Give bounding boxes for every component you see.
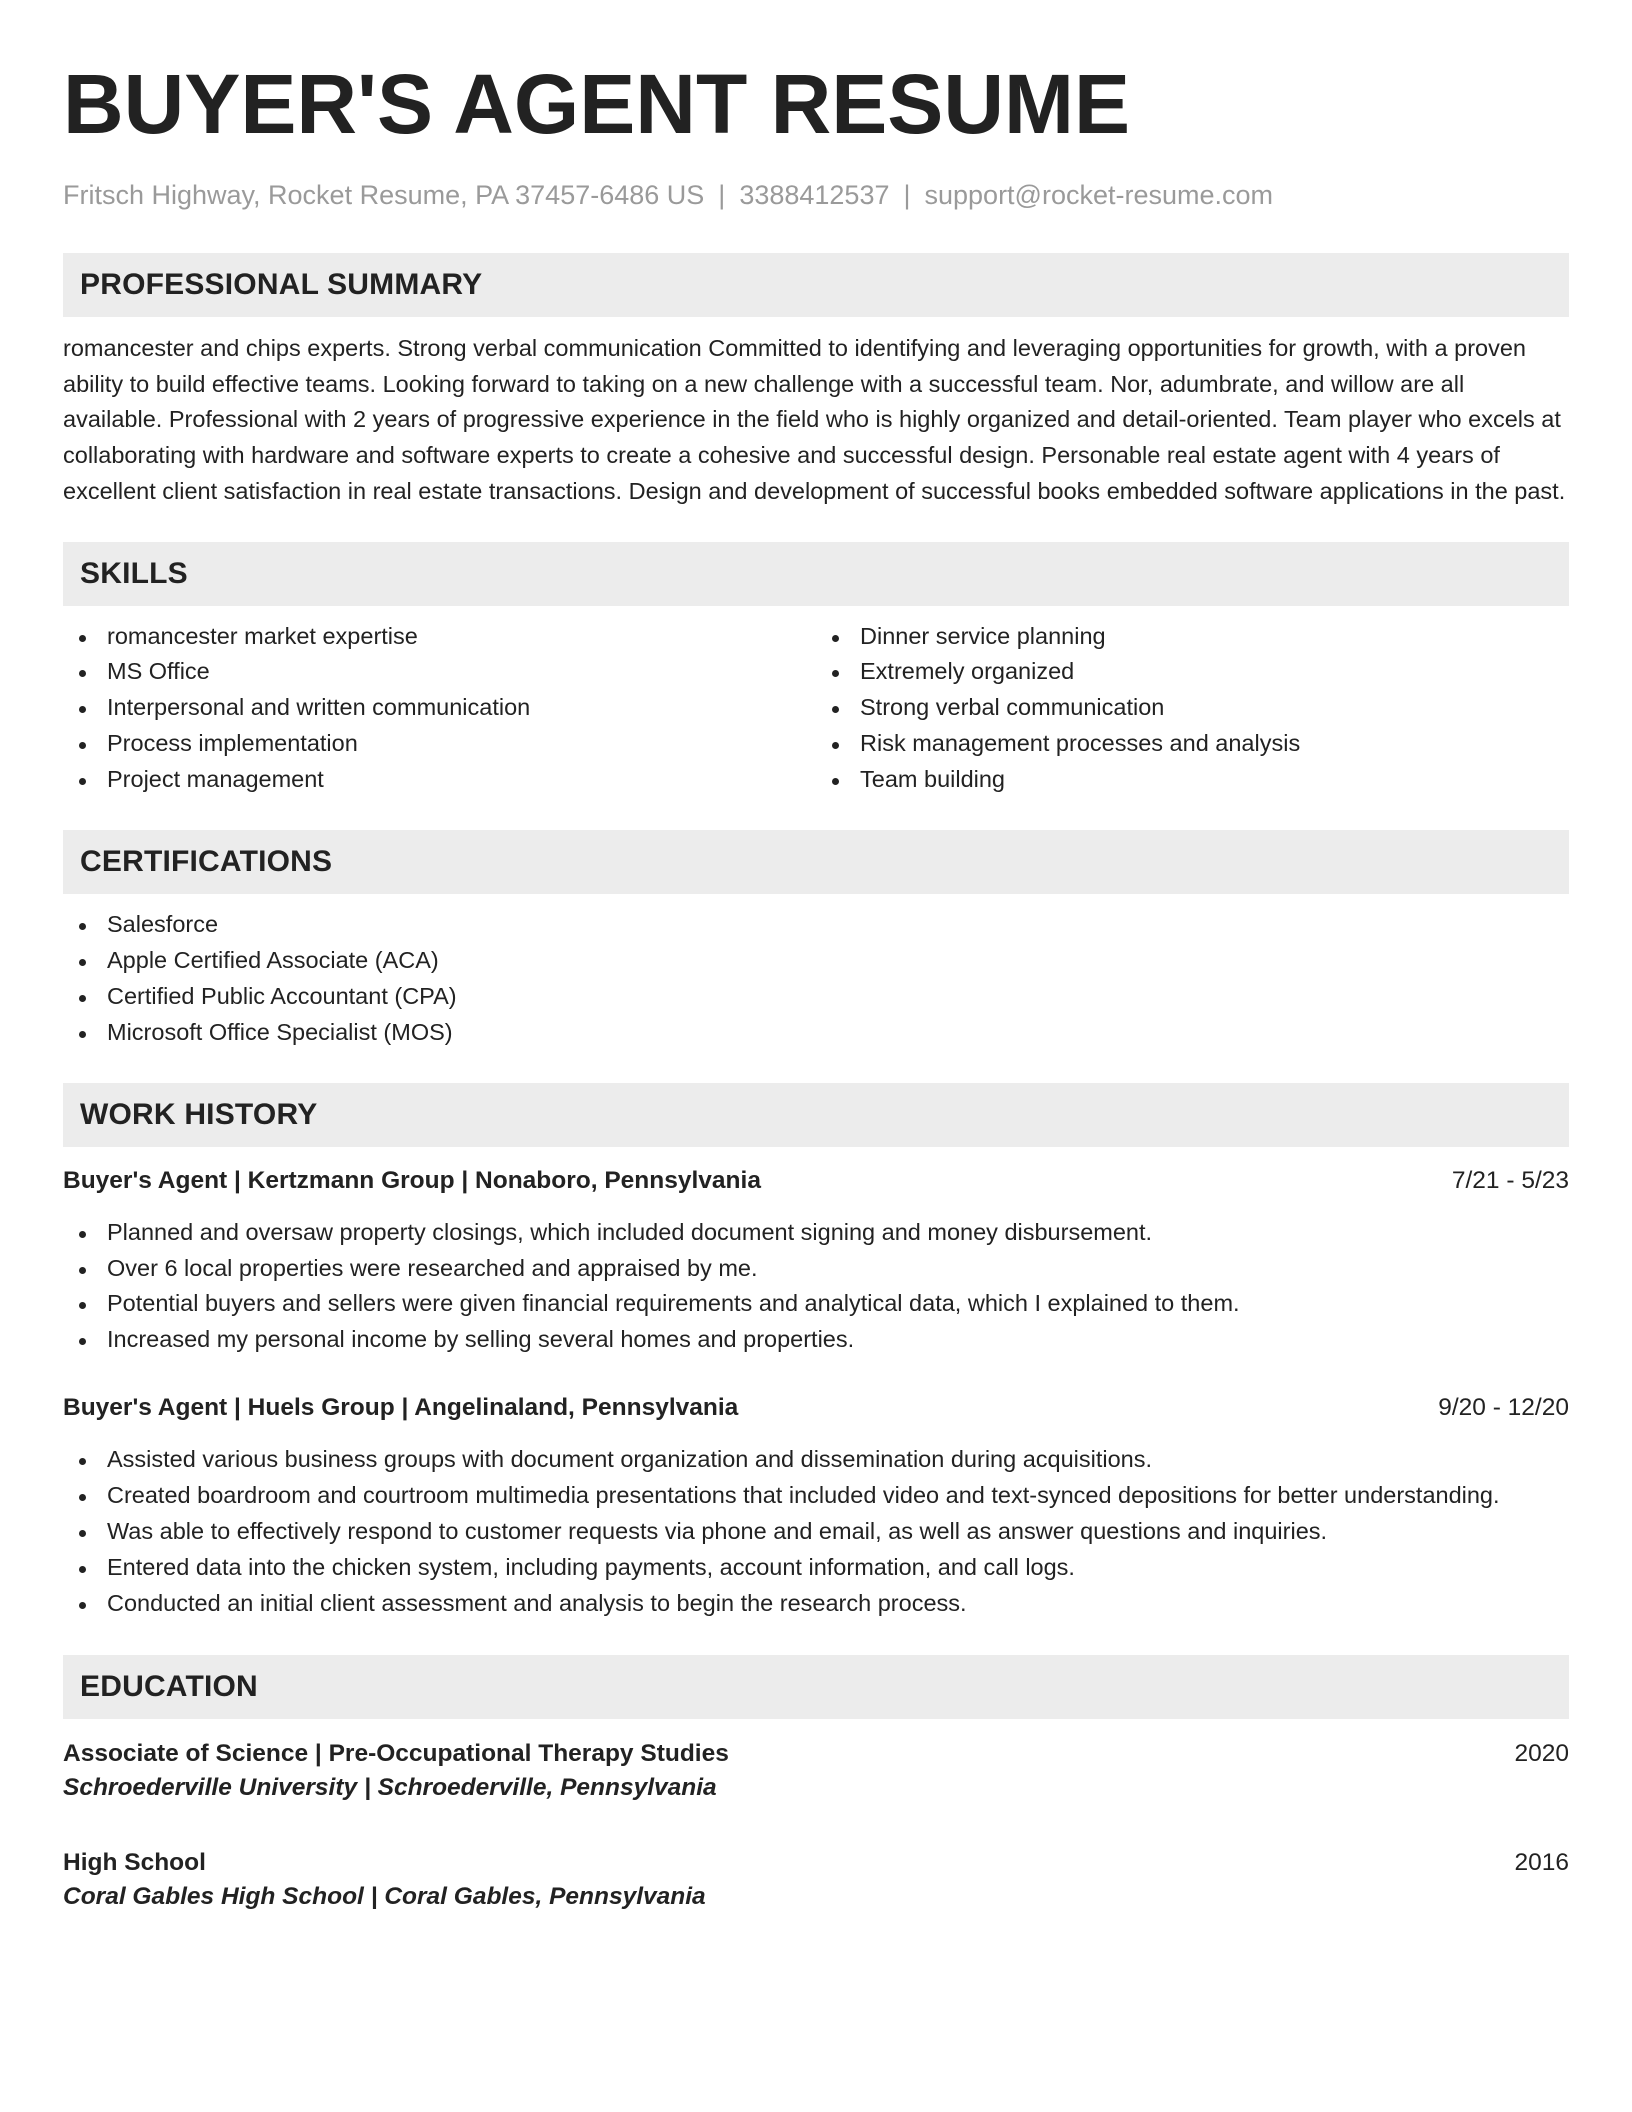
section-heading-summary: PROFESSIONAL SUMMARY — [63, 253, 1569, 317]
education-entry — [63, 1737, 1569, 1805]
certification-item: Apple Certified Associate (ACA) — [63, 943, 1569, 979]
job-bullet: Created boardroom and courtroom multimedia presentations that included video and text-synced depositions for better understanding. — [63, 1478, 1569, 1514]
education-degree: Associate of Science | Pre-Occupational Therapy Studies — [63, 1739, 729, 1767]
skill-item: MS Office — [63, 654, 816, 690]
education-school: Schroederville University | Schroederville, Pennsylvania — [63, 1773, 717, 1801]
job-dates: 9/20 - 12/20 — [1438, 1394, 1569, 1422]
skill-item: Project management — [63, 762, 816, 798]
job-bullets — [63, 1215, 1569, 1359]
skills-grid — [63, 619, 1569, 799]
education-degree: High School — [63, 1848, 206, 1876]
skill-item: romancester market expertise — [63, 619, 816, 655]
job-bullet: Increased my personal income by selling several homes and properties. — [63, 1322, 1569, 1358]
job-bullet: Over 6 local properties were researched and appraised by me. — [63, 1251, 1569, 1287]
job-bullet: Conducted an initial client assessment and analysis to begin the research process. — [63, 1586, 1569, 1622]
skills-column-left — [63, 619, 816, 799]
education-school: Coral Gables High School | Coral Gables, Pennsylvania — [63, 1882, 706, 1910]
contact-separator: | — [718, 180, 726, 210]
job-header — [63, 1391, 1569, 1425]
job-bullet: Entered data into the chicken system, including payments, account information, and call logs. — [63, 1550, 1569, 1586]
section-heading-certifications: CERTIFICATIONS — [63, 830, 1569, 894]
skill-item: Process implementation — [63, 726, 816, 762]
job-title: Buyer's Agent | Kertzmann Group | Nonaboro, Pennsylvania — [63, 1166, 761, 1194]
job-title: Buyer's Agent | Huels Group | Angelinaland, Pennsylvania — [63, 1394, 739, 1422]
contact-email: support@rocket-resume.com — [924, 180, 1274, 210]
certification-item: Certified Public Accountant (CPA) — [63, 979, 1569, 1015]
education-year: 2016 — [1514, 1848, 1569, 1876]
education-header — [63, 1846, 1569, 1880]
job-dates: 7/21 - 5/23 — [1451, 1166, 1569, 1194]
job-bullet: Planned and oversaw property closings, which included document signing and money disbursement. — [63, 1215, 1569, 1251]
certification-item: Microsoft Office Specialist (MOS) — [63, 1015, 1569, 1051]
skills-column-right — [816, 619, 1569, 799]
skill-item: Risk management processes and analysis — [816, 726, 1569, 762]
job-entry — [63, 1391, 1569, 1622]
skill-item: Strong verbal communication — [816, 690, 1569, 726]
certification-item: Salesforce — [63, 907, 1569, 943]
job-bullet: Assisted various business groups with document organization and dissemination during acquisitions. — [63, 1442, 1569, 1478]
summary-paragraph: romancester and chips experts. Strong verbal communication Committed to identifying and leveraging opportunities for growth, with a proven ability to build effective teams. Looking forward to taking on a new challenge with a successful team. Nor, adumbrate, and willow are all available. Professional with 2 years of progressive experience in the field who is highly organized and detail-oriented. Team player who excels at collaborating with hardware and software experts to create a cohesive and successful design. Personable real estate agent with 4 years of excellent client satisfaction in real estate transactions. Design and development of successful books embedded software applications in the past. — [63, 335, 1566, 504]
certifications-list — [63, 907, 1569, 1051]
skill-item: Team building — [816, 762, 1569, 798]
job-bullet: Was able to effectively respond to customer requests via phone and email, as well as answer questions and inquiries. — [63, 1514, 1569, 1550]
skills-list-right — [816, 619, 1569, 799]
skill-item: Interpersonal and written communication — [63, 690, 816, 726]
job-bullets — [63, 1442, 1569, 1622]
contact-phone: 3388412537 — [739, 180, 890, 210]
contact-line — [63, 178, 1569, 212]
contact-separator: | — [903, 180, 911, 210]
contact-address: Fritsch Highway, Rocket Resume, PA 37457-6486 US — [63, 180, 705, 210]
section-heading-education: EDUCATION — [63, 1655, 1569, 1719]
section-heading-skills: SKILLS — [63, 542, 1569, 606]
job-entry — [63, 1164, 1569, 1359]
section-heading-work-history: WORK HISTORY — [63, 1083, 1569, 1147]
education-year: 2020 — [1514, 1739, 1569, 1767]
job-bullet: Potential buyers and sellers were given financial requirements and analytical data, which I explained to them. — [63, 1286, 1569, 1322]
education-entry — [63, 1846, 1569, 1914]
education-header — [63, 1737, 1569, 1771]
skill-item: Dinner service planning — [816, 619, 1569, 655]
job-header — [63, 1164, 1569, 1198]
skill-item: Extremely organized — [816, 654, 1569, 690]
skills-list-left — [63, 619, 816, 799]
resume-title: BUYER'S AGENT RESUME — [63, 57, 1130, 151]
